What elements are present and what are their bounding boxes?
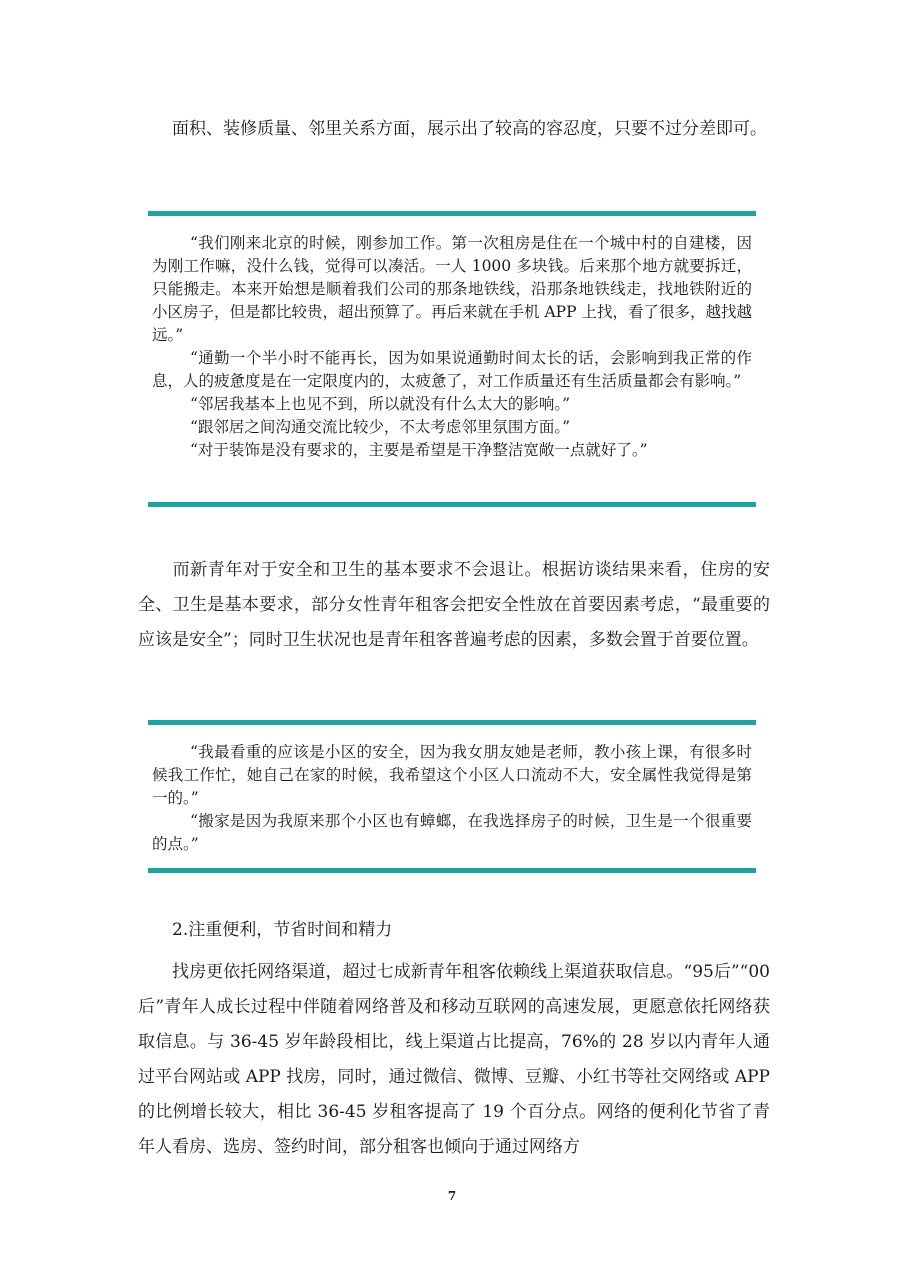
quote-2-1 (148, 741, 756, 810)
page-number: 7 (447, 1189, 457, 1203)
paragraph-3 (138, 955, 770, 1165)
paragraph-2 (138, 553, 770, 658)
paragraph-3-text: 找房更依托网络渠道，超过七成新青年租客依赖线上渠道获取信息。“95后”“00 后”青年人成长过程中伴随着网络普及和移动互联网的高速发展，更愿意依托网络获取信息。与 36-45 岁年龄段相比，线上渠道占比提高，76%的 28 岁以内青年人通过平台网站或 APP 找房，同时，通过微信、微博、豆瓣、小红书等社交网络或 APP 的比例增长较大，相比 36-45 岁租客提高了 19 个百分点。网络的便利化节省了青年人看房、选房、签约时间，部分租客也倾向于通过网络方 (138, 962, 770, 1157)
paragraph-1-text: 面积、装修质量、邻里关系方面，展示出了较高的容忍度，只要不过分差即可。 (172, 119, 767, 139)
quote-box-2 (148, 720, 756, 873)
quote-1-4-text: “跟邻居之间沟通交流比较少，不太考虑邻里氛围方面。” (190, 418, 571, 436)
quote-1-3 (148, 393, 756, 416)
quote-2-2-text: “搬家是因为我原来那个小区也有蟑螂，在我选择房子的时候，卫生是一个很重要的点。” (152, 812, 752, 853)
quote-box-1 (148, 211, 756, 507)
quote-1-2 (148, 347, 756, 393)
quote-1-1 (148, 232, 756, 347)
quote-1-4 (148, 416, 756, 439)
paragraph-1 (138, 112, 770, 147)
quote-2-1-text: “我最看重的应该是小区的安全，因为我女朋友她是老师，教小孩上课，有很多时候我工作忙，她自己在家的时候，我希望这个小区人口流动不大，安全属性我觉得是第一的。” (152, 743, 752, 807)
quote-2-2 (148, 810, 756, 856)
section-heading: 2.注重便利，节省时间和精力 (172, 920, 393, 940)
quote-1-1-text: “我们刚来北京的时候，刚参加工作。第一次租房是住在一个城中村的自建楼，因为刚工作嘛，没什么钱，觉得可以凑活。一人 1000 多块钱。后来那个地方就要拆迁，只能搬走。本来开始想是顺着我们公司的那条地铁线，沿那条地铁线走，找地铁附近的小区房子，但是都比较贵，超出预算了。再后来就在手机 APP 上找，看了很多，越找越远。” (152, 234, 752, 344)
quote-1-3-text: “邻居我基本上也见不到，所以就没有什么太大的影响。” (190, 395, 571, 413)
quote-1-5-text: “对于装饰是没有要求的，主要是希望是干净整洁宽敞一点就好了。” (190, 441, 648, 459)
quote-1-5 (148, 439, 756, 462)
paragraph-2-text: 而新青年对于安全和卫生的基本要求不会退让。根据访谈结果来看，住房的安全、卫生是基本要求，部分女性青年租客会把安全性放在首要因素考虑，“最重要的应该是安全”；同时卫生状况也是青年租客普遍考虑的因素，多数会置于首要位置。 (138, 560, 770, 650)
quote-1-2-text: “通勤一个半小时不能再长，因为如果说通勤时间太长的话，会影响到我正常的作息，人的疲惫度是在一定限度内的，太疲惫了，对工作质量还有生活质量都会有影响。” (152, 349, 752, 390)
